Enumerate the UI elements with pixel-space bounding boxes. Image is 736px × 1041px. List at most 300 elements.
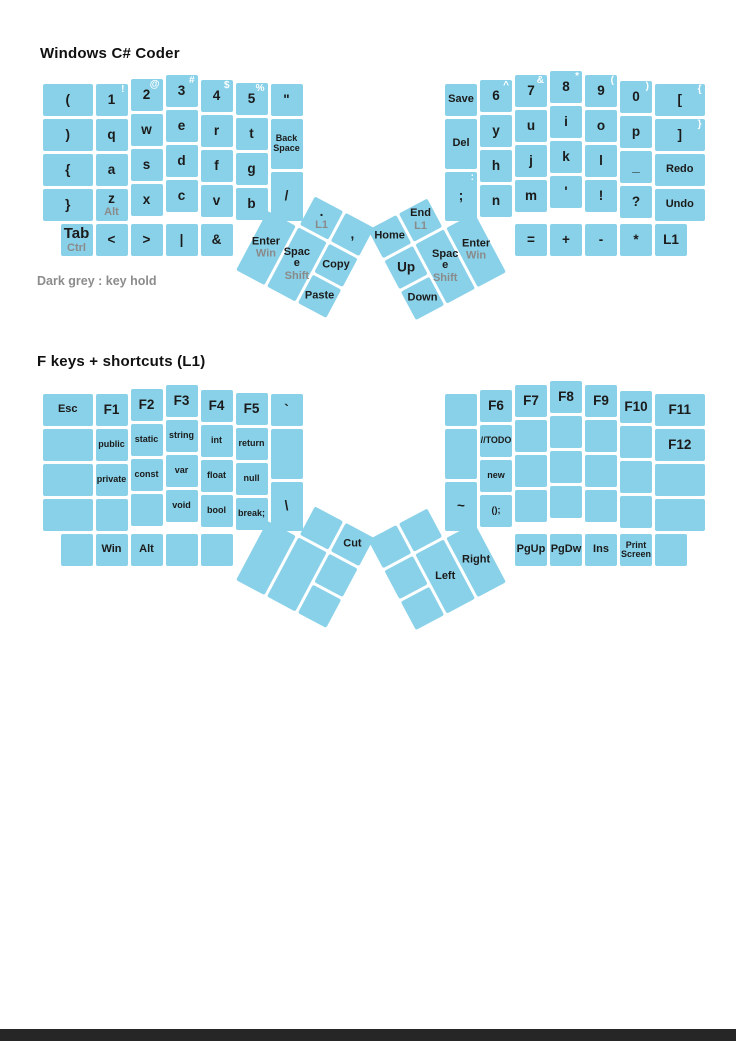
layer0-title: Windows C# Coder [40,45,180,62]
key-main-label: Right [462,553,491,566]
key-main-label: Redo [666,163,694,176]
key-shift-label: { [697,84,702,95]
key-label-group [201,224,233,256]
key-label-group [550,451,582,483]
key-main-label: b [247,195,256,211]
key-w [131,114,163,146]
key-blank [96,499,128,531]
key-main-label: Alt [139,543,154,556]
key-main-label: g [247,160,256,176]
key-hold-label: Win [466,249,487,262]
key-label-group [201,495,233,527]
key-main-label: f [214,157,219,173]
key-label-group [374,221,406,253]
key-blank [515,490,547,522]
key-label-group [320,559,352,591]
key-main-label: q [107,126,116,142]
key-label-group [515,490,547,522]
key-label-group [480,460,512,492]
key-label-group [480,185,512,217]
key-blank [620,496,652,528]
key-4 [201,80,233,112]
key-blank [550,451,582,483]
key-main-label: F5 [243,400,260,416]
key-main-label: string [168,430,194,441]
key-main-label: Space [283,245,311,270]
key-main-label: F8 [558,388,574,404]
key-close-paren [43,119,93,151]
key-0 [620,81,652,113]
key-label-group [620,461,652,493]
key-main-label: Left [435,569,456,582]
key-main-label: F11 [668,401,692,417]
key-main-label: null [243,473,260,484]
key-close-bracket [655,119,705,151]
key-label-group [445,119,477,169]
key-label-group [43,189,93,221]
key-blank [620,426,652,458]
key-label-group [166,490,198,522]
key-label-group [236,463,268,495]
key-label-group [306,512,338,544]
key-label-group [61,224,93,256]
key-main-label: z [108,190,115,206]
key-paste [298,275,341,318]
key-label-group [166,420,198,452]
key-label-group [550,534,582,566]
key-label-group [445,429,477,479]
key-main-label: Enter [462,237,491,250]
key-label-group [43,429,93,461]
key-label-group [271,84,303,116]
key-main-label: public [98,439,125,450]
key-main-label: _ [632,158,640,174]
key-label-group [166,145,198,177]
key-f [201,150,233,182]
key-label-group [201,390,233,422]
key-shift-label: % [255,83,265,94]
key-r [201,115,233,147]
key-label-group [550,176,582,208]
key-g [236,153,268,185]
key-label-group [620,151,652,183]
key-main-label: return [238,438,265,449]
key-int [201,425,233,457]
key-blank [655,534,687,566]
key-label-group [620,116,652,148]
key-del [445,119,477,169]
key-undo [655,189,705,221]
key-pgup [515,534,547,566]
key-label-group [236,428,268,460]
key-x [131,184,163,216]
key-label-group [550,224,582,256]
key-label-group [460,527,492,594]
key-blank [585,490,617,522]
key-label-group [445,84,477,116]
key-f3 [166,385,198,417]
key-var [166,455,198,487]
key-main-label: o [596,117,606,133]
key-blank [585,455,617,487]
key-i [550,106,582,138]
key-open-paren [43,84,93,116]
key-6 [480,80,512,112]
key-label-group [320,249,352,281]
key-main-label: ] [677,126,682,142]
key-win [96,534,128,566]
key-hold-label: Shift [284,269,310,282]
key-main-label: Paste [304,289,335,302]
key-main-label: y [492,122,500,138]
key-main-label: - [598,231,604,247]
key-label-group [480,390,512,422]
key-main-label: = [527,231,535,247]
key-layer1-toggle [655,224,687,256]
key-bool [201,495,233,527]
key-label-group [304,280,336,312]
key-save [445,84,477,116]
key-open-bracket [655,84,705,116]
key-blank [43,464,93,496]
key-ins [585,534,617,566]
key-blank [43,429,93,461]
key-hold-legend: Dark grey : key hold [37,274,157,288]
key-main-label: / [284,188,289,204]
key-esc [43,394,93,426]
key-blank [201,534,233,566]
key-less-than [96,224,128,256]
key-main-label: ~ [457,498,465,514]
key-label-group [96,189,128,221]
key-main-label: 8 [562,78,570,94]
key-label-group [515,385,547,417]
key-label-group [236,393,268,425]
key-blank [131,494,163,526]
key-main-label: PgUp [516,543,546,556]
key-redo [655,154,705,186]
key-label-group [131,459,163,491]
key-main-label: & [211,231,222,247]
key-blank [655,499,705,531]
key-label-group [43,499,93,531]
key-main-label: > [142,231,151,247]
key-8 [550,71,582,103]
key-q [96,119,128,151]
key-label-group [166,534,198,566]
key-main-label: 9 [597,82,605,98]
key-t [236,118,268,150]
key-main-label: 0 [632,88,640,104]
key-label-group [306,202,338,234]
key-main-label: Back Space [273,133,300,153]
key-label-group [201,425,233,457]
key-hold-label: Alt [104,206,119,219]
key-main-label: Esc [57,403,78,416]
key-main-label: int [211,435,222,446]
key-tab [61,224,93,256]
key-label-group [96,154,128,186]
key-label-group [236,118,268,150]
key-label-group [655,394,705,426]
key-label-group [585,534,617,566]
key-blank [655,464,705,496]
key-main-label: k [562,148,570,164]
key-main-label: ' [564,183,568,199]
key-label-group [407,592,439,624]
key-pipe [166,224,198,256]
layer1-title: F keys + shortcuts (L1) [37,353,206,370]
key-label-group [620,186,652,218]
key-main-label: , [350,226,355,242]
key-shift-label: ( [610,75,614,86]
key-minus [585,224,617,256]
key-o [585,110,617,142]
key-blank [515,455,547,487]
key-string [166,420,198,452]
key-main-label: private [96,474,127,485]
key-hold-label: L1 [414,219,427,232]
key-static [131,424,163,456]
key-f4 [201,390,233,422]
key-main-label: * [633,231,639,247]
key-main-label: ) [65,126,70,142]
key-label-group [515,224,547,256]
key-close-brace [43,189,93,221]
key-h [480,150,512,182]
key-label-group [390,562,422,594]
key-main-label: F4 [208,397,225,413]
key-label-group [131,149,163,181]
key-main-label: F3 [173,392,190,408]
key-main-label: new [487,470,505,481]
key-shift-label: * [575,71,579,82]
key-label-group [201,460,233,492]
key-label-group [585,145,617,177]
key-l [585,145,617,177]
key-label-group [550,381,582,413]
key-blank [401,587,444,630]
key-label-group [131,389,163,421]
key-label-group [515,455,547,487]
key-label-group [96,464,128,496]
key-main-label: Win [101,543,122,556]
key-f12 [655,429,705,461]
key-main-label: n [491,192,501,208]
key-main-label: 2 [142,86,151,102]
key-label-group [131,424,163,456]
key-main-label: i [564,113,568,129]
key-label-group [480,115,512,147]
key-private [96,464,128,496]
key-f7 [515,385,547,417]
key-label-group [655,534,687,566]
key-null [236,463,268,495]
key-main-label: 1 [107,91,116,107]
key-shift-label: } [697,119,702,130]
key-label-group [655,189,705,221]
key-label-group [620,224,652,256]
key-label-group [550,106,582,138]
key-label-group [43,154,93,186]
key-1 [96,84,128,116]
key-label-group [655,464,705,496]
key-label-group [43,84,93,116]
key-label-group [405,514,437,546]
key-label-group [585,180,617,212]
key-label-group [166,224,198,256]
key-main-label: + [562,231,570,247]
key-main-label: float [207,470,226,481]
key-label-group [480,495,512,527]
key-label-group [585,224,617,256]
key-main-label: ( [65,91,70,107]
key-p [620,116,652,148]
key-main-label: const [134,469,159,480]
key-main-label: p [631,123,641,139]
key-label-group [201,185,233,217]
key-return [236,428,268,460]
key-label-group [96,224,128,256]
key-label-group [374,531,406,563]
key-f11 [655,394,705,426]
key-main-label: [ [677,91,682,107]
key-j [515,145,547,177]
key-label-group [166,455,198,487]
key-z [96,189,128,221]
key-main-label: Copy [322,258,350,271]
key-main-label: ` [284,401,289,417]
key-label-group [271,119,303,169]
key-double-quote [271,84,303,116]
key-a [96,154,128,186]
key-shift-label: $ [223,80,230,91]
key-main-label: ; [458,188,464,204]
key-main-label: F10 [624,398,648,414]
key-main-label: < [107,231,116,247]
key-main-label: F1 [103,401,120,417]
key-new [480,460,512,492]
key-label-group [585,385,617,417]
key-main-label: w [141,121,152,137]
key-label-group [304,590,336,622]
key-blank [550,486,582,518]
key-todo-comment [480,425,512,457]
key-v [201,185,233,217]
key-label-group [515,145,547,177]
key-label-group [336,529,368,561]
key-f10 [620,391,652,423]
key-main-label: " [283,91,290,107]
key-f2 [131,389,163,421]
key-parens-semicolon [480,495,512,527]
key-label-group [166,180,198,212]
key-label-group [271,394,303,426]
key-main-label: Cut [343,537,362,550]
key-2 [131,79,163,111]
key-main-label: //TODO [480,435,512,446]
key-main-label: Home [374,229,405,242]
key-f5 [236,393,268,425]
key-backtick [271,394,303,426]
key-label-group [96,119,128,151]
key-main-label: } [65,196,71,212]
key-main-label: ? [631,193,641,209]
key-main-label: m [524,187,537,203]
key-label-group [480,150,512,182]
key-main-label: { [65,161,71,177]
key-main-label: d [177,152,186,168]
key-hold-label: Shift [432,272,458,285]
key-label-group [550,141,582,173]
key-main-label: a [107,161,116,177]
key-blank [43,499,93,531]
key-label-group [96,429,128,461]
key-main-label: s [142,156,151,172]
key-void [166,490,198,522]
key-label-group [43,394,93,426]
key-main-label: 6 [492,87,500,103]
key-float [201,460,233,492]
key-label-group [236,153,268,185]
key-label-group [96,394,128,426]
key-main-label: 3 [177,82,186,98]
key-const [131,459,163,491]
key-main-label: Print Screen [620,539,652,559]
key-label-group [43,119,93,151]
key-main-label: Enter [251,235,281,248]
key-label-group [43,464,93,496]
key-label-group [201,534,233,566]
key-blank [445,429,477,479]
key-9 [585,75,617,107]
key-main-label: F9 [593,392,609,408]
key-main-label: u [526,117,536,133]
bottom-bar [0,1029,736,1041]
key-label-group [620,426,652,458]
key-main-label: bool [207,505,226,516]
key-main-label: c [177,187,186,203]
key-main-label: x [142,191,151,207]
key-label-group [620,391,652,423]
key-ampersand [201,224,233,256]
key-shift-label: & [536,75,544,86]
key-main-label: F2 [138,396,155,412]
key-label-group [407,282,439,314]
key-f6 [480,390,512,422]
key-blank [620,461,652,493]
key-shift-label: @ [149,79,160,90]
key-label-group [620,496,652,528]
key-label-group [61,534,93,566]
key-blank [166,534,198,566]
key-5 [236,83,268,115]
key-main-label: j [529,152,533,168]
key-main-label: Save [448,93,474,106]
key-main-label: ! [598,187,604,203]
key-hold-label: L1 [315,219,328,232]
key-label-group [445,394,477,426]
key-hold-label: Ctrl [67,241,86,254]
key-blank [445,394,477,426]
key-label-group [655,154,705,186]
key-main-label: Tab [63,225,90,243]
key-print-screen [620,534,652,566]
key-d [166,145,198,177]
key-main-label: 4 [212,87,221,103]
key-label-group [96,534,128,566]
key-label-group [655,429,705,461]
